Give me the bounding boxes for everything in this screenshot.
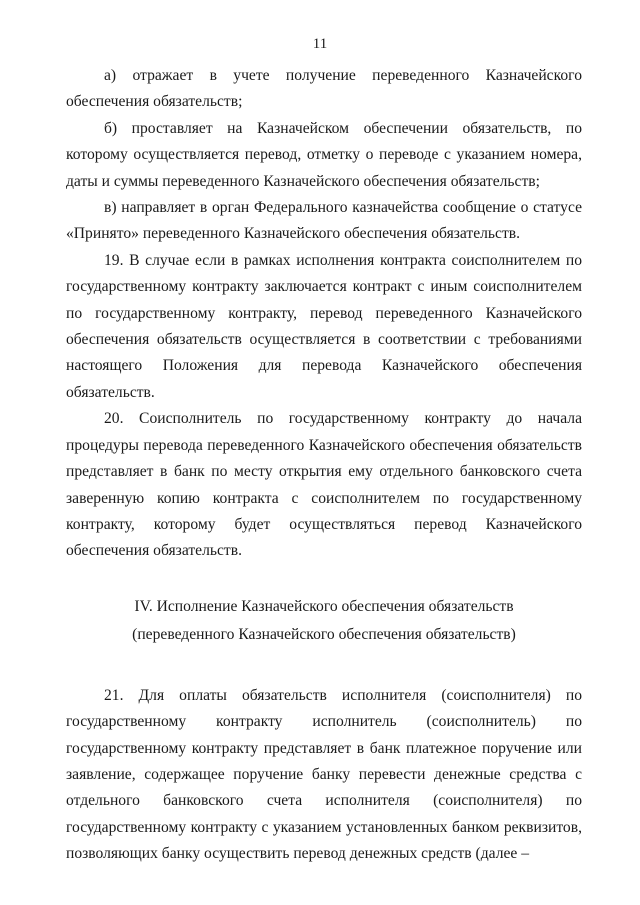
page-number: 11 [312, 36, 328, 52]
paragraph-19: 19. В случае если в рамках исполнения контракта соисполнителем по государственному контракту заключается контракт с иным соисполнителем по государственному контракту, перевод переведенного Казначейского обеспечения обязательств осуществляется в соответствии с требованиями настоящего Положения для перевода Казначейского обеспечения обязательств. [66, 251, 582, 401]
document-body [66, 63, 582, 868]
paragraph-20: 20. Соисполнитель по государственному контракту до начала процедуры перевода переведенного Казначейского обеспечения обязательств представляет в банк по месту открытия ему отдельного банковского счета заверенную копию контракта с соисполнителем по государственному контракту, которому будет осуществляться перевод Казначейского обеспечения обязательств. [66, 410, 582, 560]
section-heading-line-1: IV. Исполнение Казначейского обеспечения обязательств [134, 597, 514, 615]
paragraph-21: 21. Для оплаты обязательств исполнителя (соисполнителя) по государственному контракту исполнитель (соисполнитель) по государственному контракту представляет в банк платежное поручение или заявление, содержащее поручение банку перевести денежные средства с отдельного банковского счета исполнителя (соисполнителя) по государственному контракту с указанием установленных банком реквизитов, позволяющих банку осуществить перевод денежных средств (далее – [66, 686, 582, 863]
section-heading-line-2: (переведенного Казначейского обеспечения обязательств) [132, 625, 516, 643]
paragraph-item-a: а) отражает в учете получение переведенного Казначейского обеспечения обязательств; [66, 67, 582, 111]
paragraph-item-b: б) проставляет на Казначейском обеспечении обязательств, по которому осуществляется перевод, отметку о переводе с указанием номера, даты и суммы переведенного Казначейского обеспечения обязательств; [66, 119, 582, 190]
paragraph-item-v: в) направляет в орган Федерального казначейства сообщение о статусе «Принято» переведенного Казначейского обеспечения обязательств. [66, 199, 582, 243]
